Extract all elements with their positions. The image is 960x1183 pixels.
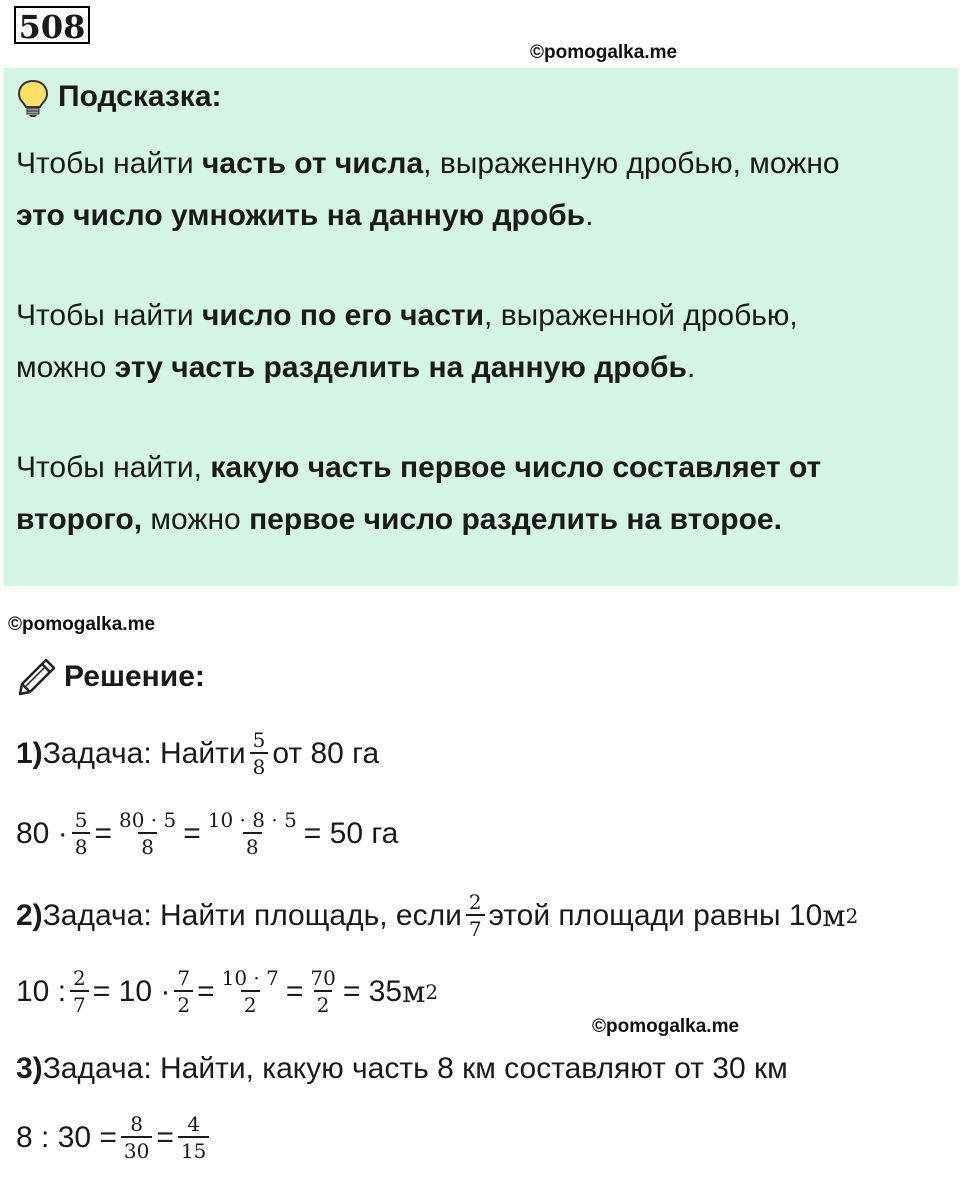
- task-2: 2) Задача: Найти площадь, если $\frac{2}{7}$ этой площади равны 10 м 2: [16, 890, 859, 941]
- solution-title: Решение:: [64, 660, 205, 693]
- fraction: $\frac{4}{15}$: [178, 1112, 209, 1164]
- watermark: ©pomogalka.me: [8, 614, 156, 635]
- fraction: $\frac{70}{2}$: [310, 966, 336, 1017]
- calculation-2: 10 : $\frac{2}{7}$ = 10 · $\frac{7}{2}$ = $\frac{10 \cdot 7}{2}$ = $\frac{70}{2}$ = 35 м 2: [16, 966, 439, 1017]
- hint-paragraph-1: Чтобы найти часть от числа, выраженную дробью, можно это число умножить на данную дробь.: [16, 147, 840, 232]
- task-number: 508: [14, 6, 90, 44]
- fraction: $\frac{2}{7}$: [70, 966, 89, 1018]
- watermark: ©pomogalka.me: [592, 1016, 740, 1037]
- task-3: 3) Задача: Найти, какую часть 8 км составляют от 30 км: [16, 1052, 788, 1085]
- calculation-3: 8 : 30 = $\frac{8}{30}$ = $\frac{4}{15}$: [16, 1112, 213, 1164]
- fraction: $\frac{8}{30}$: [121, 1112, 152, 1164]
- fraction: $\frac{10 \cdot 8 \cdot 5}{8}$: [207, 808, 297, 859]
- pencil-icon: [16, 656, 58, 698]
- fraction: $\frac{80 \cdot 5}{8}$: [118, 808, 177, 859]
- fraction: $\frac{5}{8}$: [250, 728, 269, 780]
- calculation-1: 80 · $\frac{5}{8}$ = $\frac{80 \cdot 5}{8}$ = $\frac{10 \cdot 8 \cdot 5}{8}$ = 50 га: [16, 808, 399, 859]
- hint-paragraph-3: Чтобы найти, какую часть первое число составляет от второго, можно первое число разделить на второе.: [16, 451, 822, 536]
- watermark: ©pomogalka.me: [530, 42, 678, 63]
- lightbulb-icon: [16, 78, 50, 118]
- task-1: 1) Задача: Найти $\frac{5}{8}$ от 80 га: [16, 728, 380, 779]
- hint-paragraph-2: Чтобы найти число по его части, выраженной дробью, можно эту часть разделить на данную дробь.: [16, 299, 798, 384]
- fraction: $\frac{5}{8}$: [72, 808, 91, 860]
- hint-title: Подсказка:: [58, 80, 222, 113]
- fraction: $\frac{7}{2}$: [174, 966, 193, 1018]
- fraction: $\frac{2}{7}$: [466, 890, 485, 942]
- fraction: $\frac{10 \cdot 7}{2}$: [221, 966, 279, 1017]
